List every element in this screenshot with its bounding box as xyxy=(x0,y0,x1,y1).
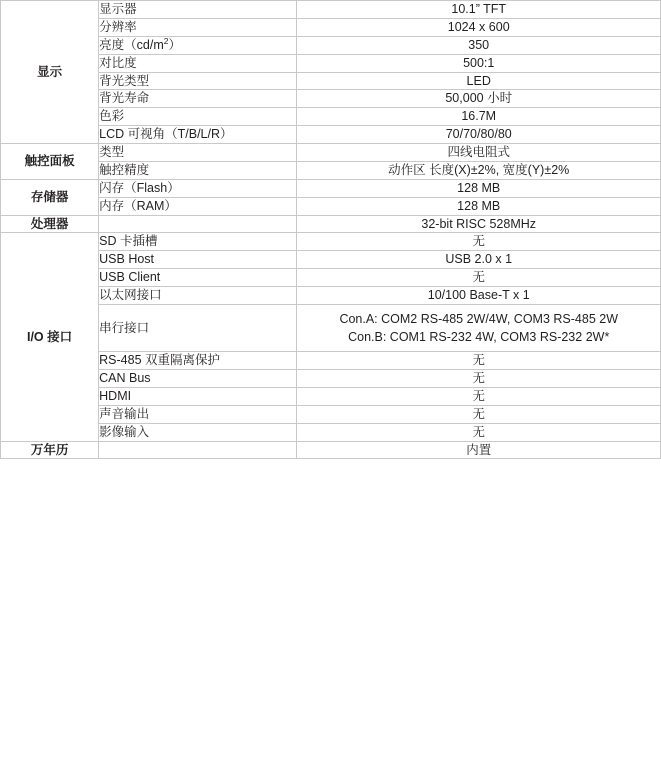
table-row xyxy=(1,18,661,36)
value-cell: 四线电阻式 xyxy=(297,144,661,162)
table-row xyxy=(1,423,661,441)
item-label-suffix: ） xyxy=(168,37,181,52)
table-row xyxy=(1,405,661,423)
item-cell: 背光寿命 xyxy=(99,90,297,108)
item-cell xyxy=(99,215,297,233)
item-cell: CAN Bus xyxy=(99,370,297,388)
value-cell: 50,000 小时 xyxy=(297,90,661,108)
value-cell: 10/100 Base-T x 1 xyxy=(297,287,661,305)
item-cell: 色彩 xyxy=(99,108,297,126)
table-row xyxy=(1,179,661,197)
value-cell: 16.7M xyxy=(297,108,661,126)
value-cell: 无 xyxy=(297,423,661,441)
value-line-2: Con.B: COM1 RS-232 4W, COM3 RS-232 2W* xyxy=(348,330,610,344)
category-cell-touch-panel: 触控面板 xyxy=(1,144,99,180)
category-cell-display: 显示 xyxy=(1,1,99,144)
item-label: 亮度（cd/m xyxy=(99,37,164,52)
value-cell: 350 xyxy=(297,36,661,54)
value-cell: 无 xyxy=(297,405,661,423)
value-cell: 1024 x 600 xyxy=(297,18,661,36)
table-row xyxy=(1,197,661,215)
item-cell: SD 卡插槽 xyxy=(99,233,297,251)
table-row xyxy=(1,126,661,144)
category-cell-processor: 处理器 xyxy=(1,215,99,233)
value-cell: 无 xyxy=(297,233,661,251)
item-cell: 串行接口 xyxy=(99,304,297,351)
value-cell: 10.1” TFT xyxy=(297,1,661,19)
value-cell: 无 xyxy=(297,370,661,388)
item-cell: 影像输入 xyxy=(99,423,297,441)
table-row xyxy=(1,287,661,305)
value-cell: 32-bit RISC 528MHz xyxy=(297,215,661,233)
item-cell: USB Host xyxy=(99,251,297,269)
item-cell: HDMI xyxy=(99,387,297,405)
table-row xyxy=(1,269,661,287)
table-row xyxy=(1,387,661,405)
value-cell: 500:1 xyxy=(297,54,661,72)
table-row xyxy=(1,233,661,251)
value-cell: 128 MB xyxy=(297,197,661,215)
table-row xyxy=(1,441,661,459)
table-row xyxy=(1,251,661,269)
table-row xyxy=(1,352,661,370)
item-cell: USB Client xyxy=(99,269,297,287)
category-cell-io-interface: I/O 接口 xyxy=(1,233,99,441)
value-cell: 无 xyxy=(297,352,661,370)
value-line-1: Con.A: COM2 RS-485 2W/4W, COM3 RS-485 2W xyxy=(339,311,618,326)
table-row xyxy=(1,215,661,233)
table-row xyxy=(1,161,661,179)
table-row xyxy=(1,108,661,126)
table-row xyxy=(1,54,661,72)
category-cell-calendar: 万年历 xyxy=(1,441,99,459)
item-cell: 以太网接口 xyxy=(99,287,297,305)
value-cell: 无 xyxy=(297,387,661,405)
value-cell: 动作区 长度(X)±2%, 宽度(Y)±2% xyxy=(297,161,661,179)
table-row xyxy=(1,36,661,54)
category-cell-storage: 存储器 xyxy=(1,179,99,215)
table-row xyxy=(1,144,661,162)
item-cell: RS-485 双重隔离保护 xyxy=(99,352,297,370)
item-cell: 类型 xyxy=(99,144,297,162)
item-cell: 背光类型 xyxy=(99,72,297,90)
value-cell: 无 xyxy=(297,269,661,287)
item-cell: 内存（RAM） xyxy=(99,197,297,215)
item-cell: 显示器 xyxy=(99,1,297,19)
item-cell: LCD 可视角（T/B/L/R） xyxy=(99,126,297,144)
item-cell xyxy=(99,36,297,54)
value-cell: USB 2.0 x 1 xyxy=(297,251,661,269)
value-cell: LED xyxy=(297,72,661,90)
table-row xyxy=(1,90,661,108)
item-cell: 分辨率 xyxy=(99,18,297,36)
value-cell: 128 MB xyxy=(297,179,661,197)
item-cell: 闪存（Flash） xyxy=(99,179,297,197)
table-row xyxy=(1,304,661,351)
table-row xyxy=(1,1,661,19)
item-superscript: 2 xyxy=(163,35,169,46)
item-cell xyxy=(99,441,297,459)
item-cell: 声音输出 xyxy=(99,405,297,423)
value-cell: 70/70/80/80 xyxy=(297,126,661,144)
item-cell: 触控精度 xyxy=(99,161,297,179)
value-cell xyxy=(297,304,661,351)
table-row xyxy=(1,370,661,388)
value-cell: 内置 xyxy=(297,441,661,459)
table-row xyxy=(1,72,661,90)
item-cell: 对比度 xyxy=(99,54,297,72)
